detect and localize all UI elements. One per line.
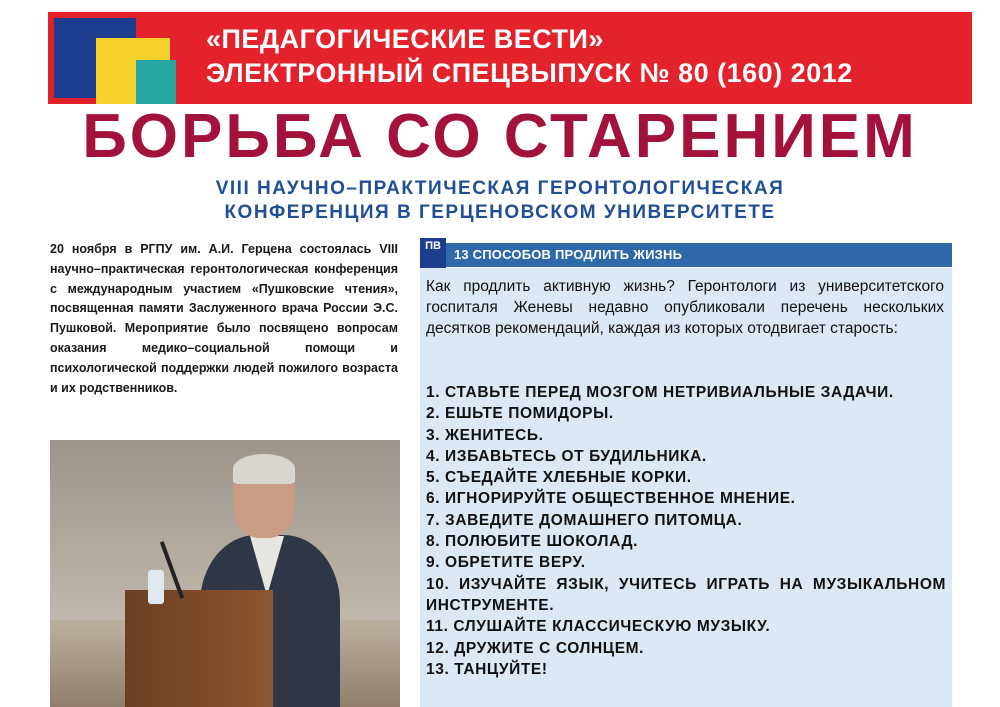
photo-speaker-hair [233,454,295,484]
masthead-line-1: «ПЕДАГОГИЧЕСКИЕ ВЕСТИ» [206,24,604,54]
masthead-line-2: ЭЛЕКТРОННЫЙ СПЕЦВЫПУСК № 80 (160) 2012 [206,58,853,88]
photo-podium [125,590,273,707]
list-item: 7. ЗАВЕДИТЕ ДОМАШНЕГО ПИТОМЦА. [426,511,743,529]
speaker-photo [50,440,400,707]
list-item: 5. СЪЕДАЙТЕ ХЛЕБНЫЕ КОРКИ. [426,469,692,487]
subtitle-line-1: VIII НАУЧНО–ПРАКТИЧЕСКАЯ ГЕРОНТОЛОГИЧЕСКАЯ [215,178,785,199]
list-item: 9. ОБРЕТИТЕ ВЕРУ. [426,554,586,572]
newspaper-logo-icon [48,12,198,104]
page-title: БОРЬБА СО СТАРЕНИЕМ [82,102,918,171]
photo-water-bottle [148,570,164,604]
list-item: 3. ЖЕНИТЕСЬ. [426,426,544,444]
list-item: 12. ДРУЖИТЕ С СОЛНЦЕМ. [426,639,645,657]
list-item: 13. ТАНЦУЙТЕ! [426,660,548,678]
list-item: 4. ИЗБАВЬТЕСЬ ОТ БУДИЛЬНИКА. [426,447,707,465]
page-subtitle [0,177,1000,225]
list-item: 2. ЕШЬТЕ ПОМИДОРЫ. [426,405,614,423]
list-item: 11. СЛУШАЙТЕ КЛАССИЧЕСКУЮ МУЗЫКУ. [426,618,771,636]
list-item: 8. ПОЛЮБИТЕ ШОКОЛАД. [426,533,639,551]
tips-list [426,382,946,680]
masthead-title [206,22,964,90]
list-item: 10. ИЗУЧАЙТЕ ЯЗЫК, УЧИТЕСЬ ИГРАТЬ НА МУЗЫКАЛЬНОМ ИНСТРУМЕНТЕ. [426,575,946,614]
list-item: 1. СТАВЬТЕ ПЕРЕД МОЗГОМ НЕТРИВИАЛЬНЫЕ ЗАДАЧИ. [426,384,894,401]
lead-paragraph: 20 ноября в РГПУ им. А.И. Герцена состоялась VIII научно–практическая геронтологическая конференция с международным участием «Пушковские чтения», посвященная памяти Заслуженного врача России Э.С. Пушковой. Мероприятие было посвящено вопросам оказания медико–социальной помощи и психологической поддержки людей пожилого возраста и их родственников. [50,242,398,395]
list-item: 6. ИГНОРИРУЙТЕ ОБЩЕСТВЕННОЕ МНЕНИЕ. [426,490,796,508]
subtitle-line-2: КОНФЕРЕНЦИЯ В ГЕРЦЕНОВСКОМ УНИВЕРСИТЕТЕ [224,202,776,223]
tips-box-heading: 13 СПОСОБОВ ПРОДЛИТЬ ЖИЗНЬ [454,247,683,262]
tips-intro: Как продлить активную жизнь? Геронтологи из университетского госпиталя Женевы недавно опубликовали перечень нескольких десятков рекомендаций, каждая из которых отодвигает старость: [426,278,944,337]
pv-logo-icon: ПВ [420,238,446,268]
logo-teal-square [136,60,176,104]
masthead [48,12,972,104]
